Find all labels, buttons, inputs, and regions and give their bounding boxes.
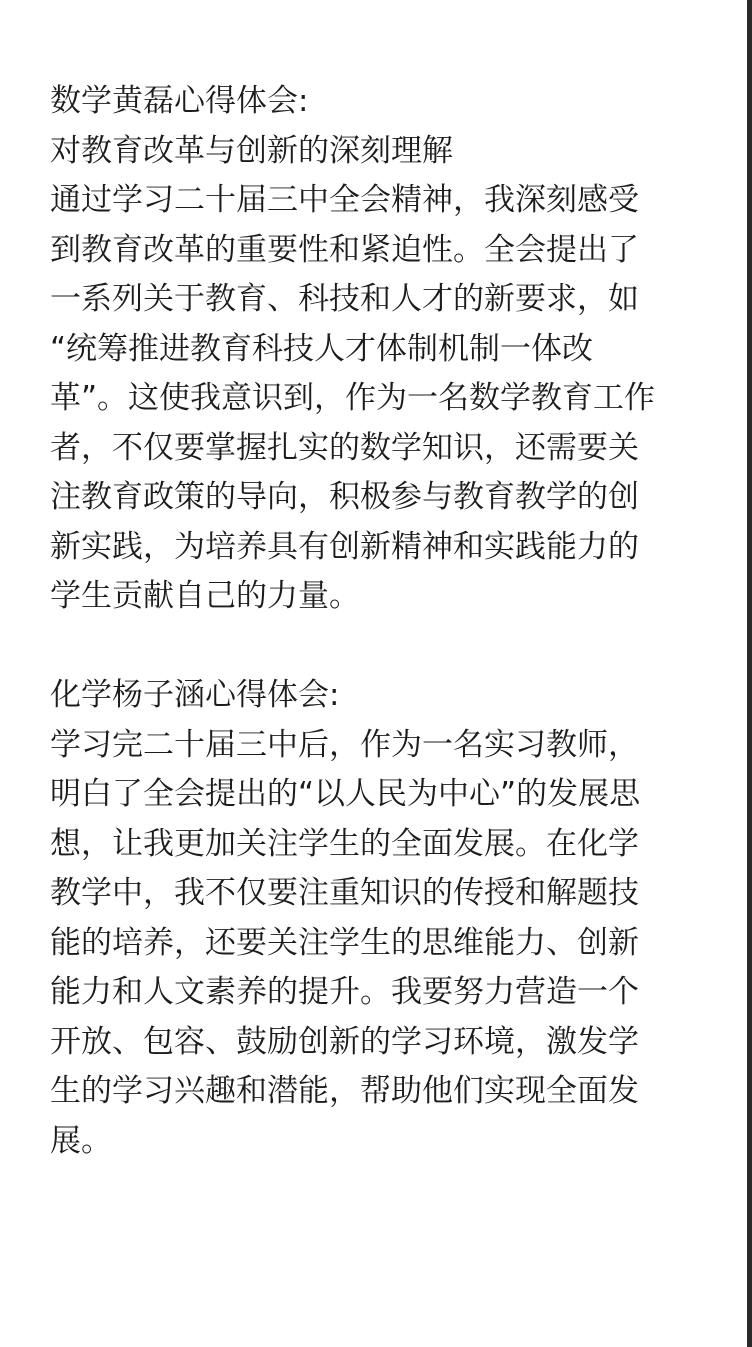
- paragraph-line: 者，不仅要掌握扎实的数学知识，还需要关: [50, 429, 639, 466]
- paragraph-line: 能的培养，还要关注学生的思维能力、创新: [50, 924, 639, 961]
- section-spacer: [50, 622, 700, 672]
- section-math-huang-lei: [50, 77, 700, 622]
- paragraph-line: 教学中，我不仅要注重知识的传授和解题技: [50, 875, 639, 911]
- article-body: [50, 77, 700, 1166]
- paragraph-line: 学生贡献自己的力量。: [50, 578, 360, 614]
- paragraph-line: 革”。这使我意识到，作为一名数学教育工作: [50, 380, 656, 416]
- paragraph-line: “统筹推进教育科技人才体制机制一体改: [50, 330, 594, 367]
- paragraph-line: 注教育政策的导向，积极参与教育教学的创: [50, 479, 639, 515]
- paragraph-line: 通过学习二十届三中全会精神，我深刻感受: [50, 182, 639, 218]
- paragraph-line: 展。: [50, 1122, 112, 1159]
- right-edge-divider: [747, 0, 752, 1347]
- paragraph-line: 想，让我更加关注学生的全面发展。在化学: [50, 825, 639, 862]
- paragraph-line: 开放、包容、鼓励创新的学习环境，激发学: [50, 1023, 639, 1060]
- section-chemistry-yang-zihan: [50, 671, 700, 1166]
- paragraph-line: 新实践，为培养具有创新精神和实践能力的: [50, 528, 639, 565]
- paragraph-line: 能力和人文素养的提升。我要努力营造一个: [50, 974, 639, 1010]
- paragraph-line: 生的学习兴趣和潜能，帮助他们实现全面发: [50, 1073, 639, 1109]
- section-subheading: 对教育改革与创新的深刻理解: [50, 132, 453, 169]
- paragraph-line: 学习完二十届三中后，作为一名实习教师，: [50, 726, 639, 763]
- paragraph-line: 到教育改革的重要性和紧迫性。全会提出了: [50, 231, 639, 268]
- paragraph-line: 一系列关于教育、科技和人才的新要求，如: [50, 281, 639, 317]
- section-heading: 数学黄磊心得体会:: [50, 83, 309, 119]
- section-heading: 化学杨子涵心得体会:: [50, 677, 340, 713]
- paragraph-line: 明白了全会提出的“以人民为中心”的发展思: [50, 776, 641, 812]
